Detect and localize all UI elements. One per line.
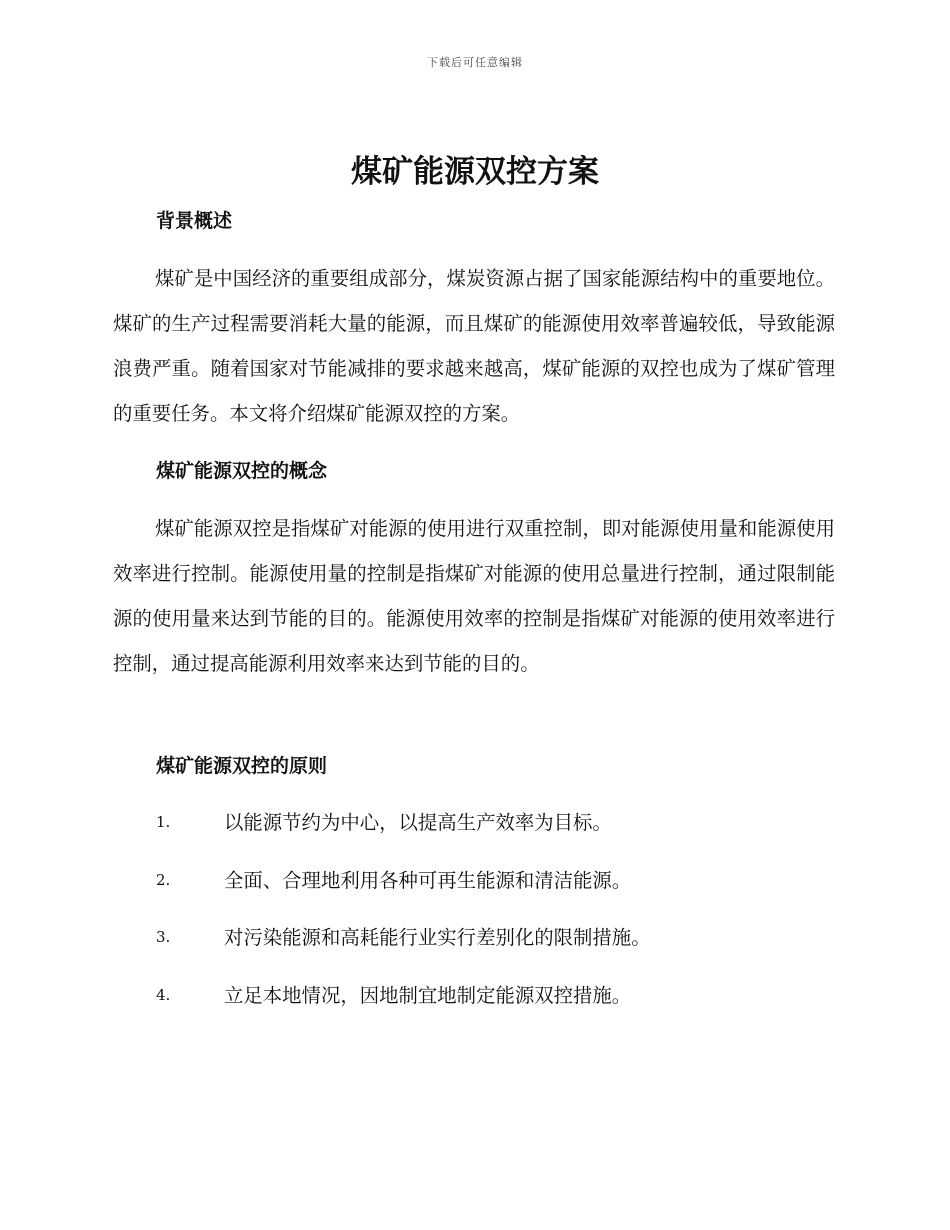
paragraph-background: 煤矿是中国经济的重要组成部分，煤炭资源占据了国家能源结构中的重要地位。煤矿的生产过程需要消耗大量的能源，而且煤矿的能源使用效率普遍较低，导致能源浪费严重。随着国家对节能减排的要求越来越高，煤矿能源的双控也成为了煤矿管理的重要任务。本文将介绍煤矿能源双控的方案。 — [113, 267, 835, 425]
section-heading-background: 背景概述 — [156, 210, 233, 232]
section-heading-concept: 煤矿能源双控的概念 — [156, 460, 328, 482]
list-item-text: 全面、合理地利用各种可再生能源和清洁能源。 — [224, 868, 632, 892]
list-item-text: 立足本地情况，因地制宜地制定能源双控措施。 — [224, 983, 632, 1007]
list-item-number: 3. — [156, 928, 171, 946]
list-item — [0, 803, 950, 861]
list-item-number: 1. — [156, 813, 171, 831]
document-title: 煤矿能源双控方案 — [351, 154, 599, 190]
page-header-note: 下载后可任意编辑 — [427, 56, 523, 69]
list-item-text: 对污染能源和高耗能行业实行差别化的限制措施。 — [224, 926, 651, 949]
list-item — [0, 918, 950, 976]
list-item-number: 4. — [156, 985, 171, 1004]
principles-list — [0, 803, 950, 1033]
list-item — [0, 861, 950, 919]
section-heading-principles: 煤矿能源双控的原则 — [156, 755, 328, 777]
paragraph-concept: 煤矿能源双控是指煤矿对能源的使用进行双重控制，即对能源使用量和能源使用效率进行控制。能源使用量的控制是指煤矿对能源的使用总量进行控制，通过限制能源的使用量来达到节能的目的。能源使用效率的控制是指煤矿对能源的使用效率进行控制，通过提高能源利用效率来达到节能的目的。 — [113, 517, 835, 675]
list-item — [0, 976, 950, 1034]
list-item-number: 2. — [156, 870, 171, 889]
list-item-text: 以能源节约为中心，以提高生产效率为目标。 — [224, 811, 612, 834]
